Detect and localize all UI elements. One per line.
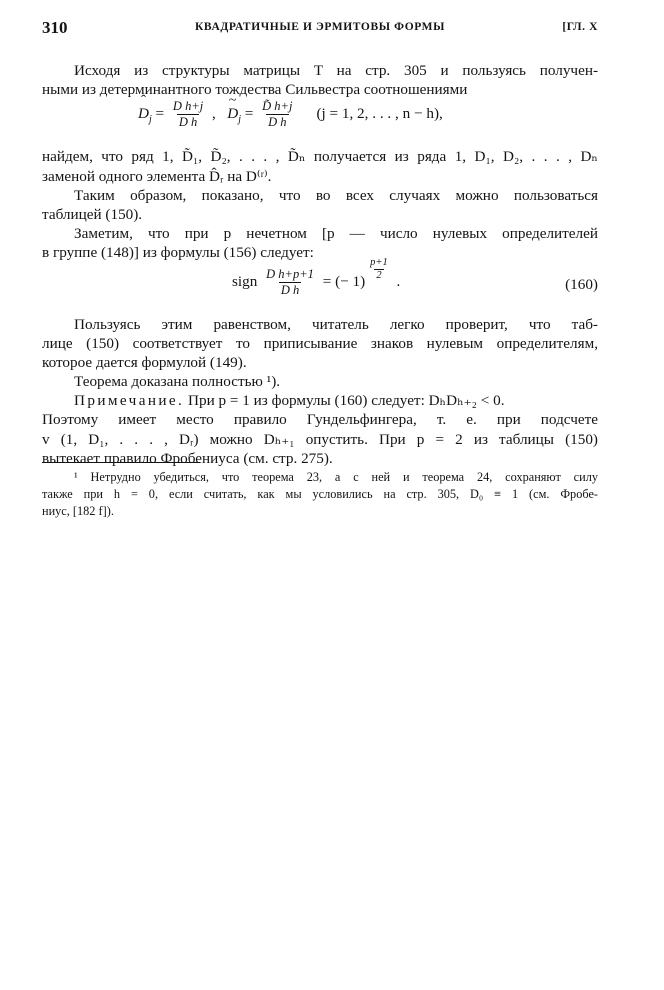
comma: , (212, 105, 216, 123)
text-line: лице (150) соответствует то приписывание знаков нулевым определителям, (42, 334, 598, 352)
note-label: Примечание. (74, 392, 185, 410)
fraction-numerator: D̃ h+j (262, 99, 293, 114)
exponent-numerator: p+1 (370, 256, 388, 268)
text-line: в группе (148)] из формулы (156) следует: (42, 244, 314, 262)
fraction (260, 99, 294, 130)
text-line: которое дается формулой (149). (42, 353, 247, 371)
footnote-line: ниус, [182 f]). (42, 504, 114, 518)
page-header (42, 18, 598, 40)
text-line: ными из детерминантного тождества Сильвестра соотношениями (42, 81, 468, 99)
fraction-denominator: D h (268, 115, 287, 130)
fraction-denominator: D h (178, 115, 198, 130)
exponent-denominator: 2 (376, 269, 382, 281)
note-text: При p = 1 из формулы (160) следует: DₕDₕ₊₂ < 0. (188, 392, 505, 410)
page-number: 310 (42, 18, 68, 37)
chapter-label: [ГЛ. X (562, 21, 598, 33)
text-line: найдем, что ряд 1, D̃₁, D̃₂, . . . , D̃ₙ получается из ряда 1, D₁, D₂, . . . , Dₙ (42, 148, 598, 166)
equation-number: (160) (565, 275, 598, 293)
text-line: вытекает правило Фробениуса (см. стр. 275). (42, 449, 333, 467)
d-tilde-symbol: ~ D (227, 104, 238, 123)
sign-function: sign (232, 272, 258, 290)
page-body (42, 61, 598, 468)
text-line: Поэтому имеет место правило Гундельфингера, т. е. при подсчете (42, 411, 598, 429)
fraction-denominator: D h (280, 282, 300, 297)
fraction-numerator: D h+p+1 (266, 266, 314, 281)
text-line: Заметим, что при p нечетном [p — число нулевых определителей (74, 225, 598, 243)
equals-sign: = (155, 105, 165, 123)
footnote-line: ¹ Нетрудно убедиться, что теорема 23, а с ней и теорема 24, сохраняют силу (74, 470, 598, 484)
footnote-line: также при h = 0, если считать, как мы условились на стр. 305, D₀ ≡ 1 (см. Фробе- (42, 487, 598, 501)
fraction-numerator: D h+j (172, 99, 204, 114)
index-range: (j = 1, 2, . . . , n − h), (316, 105, 443, 123)
text-line: Теорема доказана полностью ¹). (74, 373, 281, 391)
exponent-fraction (368, 257, 390, 282)
formula-160 (42, 256, 598, 315)
text-line: таблицей (150). (42, 205, 143, 223)
text-line: заменой одного элемента D̂ᵣ на D⁽ʳ⁾. (42, 167, 272, 185)
footnote (42, 469, 598, 520)
formula-dj (42, 99, 598, 147)
fraction (171, 99, 205, 130)
equals-sign: = (244, 105, 254, 123)
period: . (396, 272, 401, 290)
rhs-expression: = (− 1) (322, 272, 366, 290)
text-line: v (1, D₁, . . . , Dᵣ) можно Dₕ₊₁ опустить. При p = 2 из таблицы (150) (42, 430, 598, 448)
subscript: j (148, 114, 152, 126)
text-line: Исходя из структуры матрицы T на стр. 305 и пользуясь получен- (74, 62, 598, 79)
footnote-divider (42, 462, 200, 463)
text-line: Пользуясь этим равенством, читатель легко проверит, что таб- (74, 315, 598, 333)
fraction (264, 267, 316, 298)
d-hat-symbol: ˆ D (138, 104, 149, 123)
text-line: Таким образом, показано, что во всех случаях можно пользоваться (74, 186, 598, 204)
running-title: КВАДРАТИЧНЫЕ И ЭРМИТОВЫ ФОРМЫ (194, 21, 446, 33)
text-line (42, 391, 598, 410)
subscript: j (238, 114, 241, 126)
